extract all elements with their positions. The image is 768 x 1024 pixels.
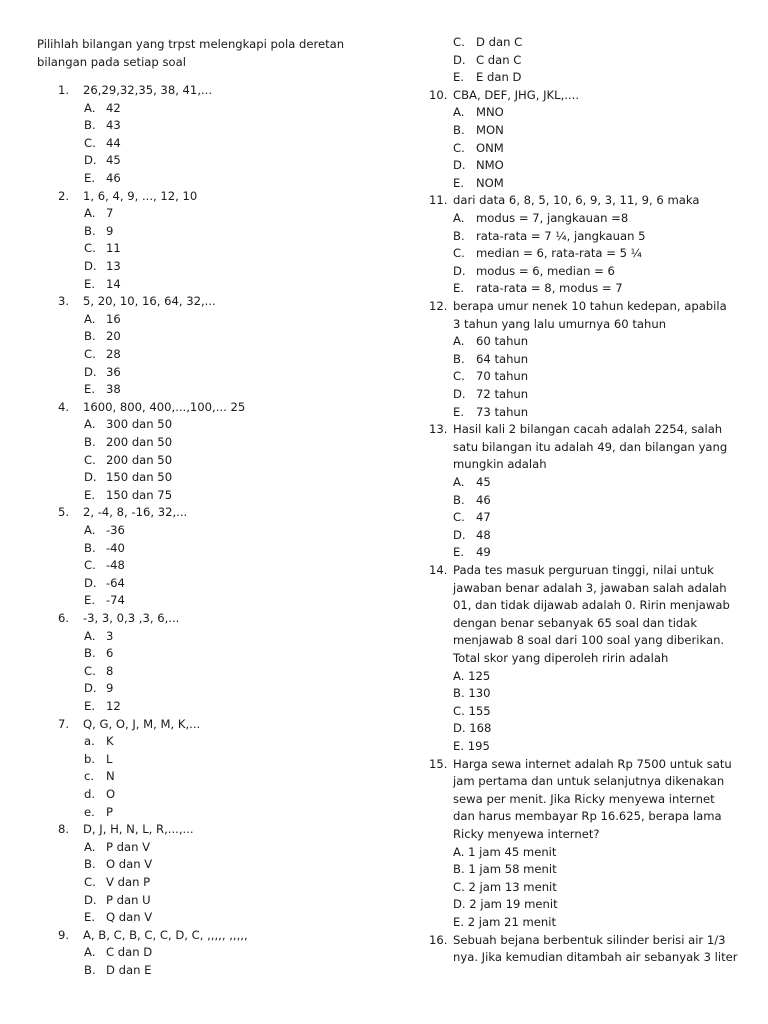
- option-text: 150 dan 75: [106, 487, 173, 502]
- option-text: modus = 6, median = 6: [476, 263, 615, 278]
- option-text: 3: [106, 628, 114, 643]
- option-text: B. 130: [453, 686, 491, 701]
- question-text: 1, 6, 4, 9, ..., 12, 10: [83, 188, 198, 203]
- option-letter: B.: [84, 118, 96, 133]
- option-text: 73 tahun: [476, 404, 529, 419]
- question-text: 5, 20, 10, 16, 64, 32,...: [83, 294, 216, 309]
- option-text: NOM: [476, 175, 504, 190]
- option-letter: A.: [453, 334, 465, 349]
- question-text: menjawab 8 soal dari 100 soal yang diberikan.: [453, 633, 725, 648]
- option-text: E dan D: [476, 70, 522, 85]
- question-text: dari data 6, 8, 5, 10, 6, 9, 3, 11, 9, 6 maka: [453, 193, 700, 208]
- option-text: P dan V: [106, 839, 151, 854]
- option-letter: A.: [453, 105, 465, 120]
- option-letter: D.: [84, 681, 97, 696]
- option-letter: C.: [453, 369, 465, 384]
- option-text: modus = 7, jangkauan =8: [476, 211, 629, 225]
- option-text: -40: [106, 540, 125, 555]
- option-letter: b.: [84, 751, 96, 766]
- option-text: 9: [106, 223, 114, 238]
- option-letter: B.: [84, 329, 96, 344]
- option-text: K: [106, 734, 114, 749]
- option-text: 14: [106, 276, 121, 291]
- option-text: C dan C: [476, 52, 522, 67]
- option-letter: E.: [84, 487, 96, 502]
- option-letter: C.: [84, 663, 96, 678]
- option-letter: E.: [84, 910, 96, 925]
- option-text: 47: [476, 510, 491, 525]
- option-letter: B.: [453, 351, 465, 366]
- question-text: jawaban benar adalah 3, jawaban salah adalah: [453, 580, 727, 595]
- option-letter: D.: [453, 387, 466, 401]
- option-text: 46: [106, 171, 121, 185]
- question-text: Q, G, O, J, M, M, K,...: [83, 716, 201, 731]
- option-letter: A.: [84, 311, 96, 326]
- question-number: 7.: [58, 716, 70, 731]
- option-letter: D.: [84, 259, 97, 273]
- option-letter: C.: [453, 246, 465, 261]
- option-text: 45: [476, 475, 491, 489]
- question-number: 6.: [58, 611, 70, 625]
- option-letter: B.: [84, 435, 96, 449]
- option-text: 64 tahun: [476, 351, 529, 366]
- question-text: Pada tes masuk perguruan tinggi, nilai untuk: [453, 563, 714, 577]
- option-text: 48: [476, 527, 491, 542]
- option-letter: B.: [453, 228, 465, 243]
- option-letter: E.: [84, 593, 96, 608]
- option-letter: A.: [84, 628, 96, 643]
- option-letter: A.: [453, 211, 465, 225]
- question-number: 5.: [58, 505, 70, 520]
- question-number: 4.: [58, 399, 70, 414]
- option-letter: A.: [84, 523, 96, 537]
- question-number: 8.: [58, 822, 70, 837]
- question-text: Hasil kali 2 bilangan cacah adalah 2254, salah: [453, 422, 723, 437]
- option-text: -64: [106, 575, 125, 590]
- option-letter: B.: [84, 540, 96, 555]
- option-text: P: [106, 804, 113, 819]
- option-letter: e.: [84, 804, 95, 819]
- option-letter: D.: [84, 470, 97, 485]
- instruction-line: Pilihlah bilangan yang trpst melengkapi pola deretan: [37, 37, 345, 51]
- option-text: C. 2 jam 13 menit: [453, 879, 557, 894]
- option-text: P dan U: [106, 892, 151, 907]
- option-letter: d.: [84, 787, 96, 801]
- option-text: 45: [106, 153, 121, 168]
- option-letter: E.: [453, 404, 465, 419]
- question-text: 2, -4, 8, -16, 32,...: [83, 505, 188, 520]
- option-letter: D.: [84, 892, 97, 907]
- option-letter: E.: [84, 276, 96, 291]
- option-text: 200 dan 50: [106, 452, 173, 467]
- question-number: 12.: [429, 299, 448, 313]
- option-letter: C.: [84, 241, 96, 256]
- option-letter: A.: [84, 100, 96, 115]
- option-text: B. 1 jam 58 menit: [453, 862, 557, 877]
- option-text: L: [106, 751, 113, 766]
- question-number: 10.: [429, 87, 448, 102]
- option-text: 38: [106, 382, 121, 397]
- option-letter: E.: [453, 545, 465, 560]
- question-number: 11.: [429, 193, 448, 208]
- option-text: MON: [476, 123, 504, 137]
- option-text: 150 dan 50: [106, 470, 173, 485]
- option-letter: A.: [84, 945, 96, 960]
- question-text: satu bilangan itu adalah 49, dan bilangan yang: [453, 439, 728, 454]
- option-text: 42: [106, 100, 121, 115]
- option-text: C dan D: [106, 945, 153, 960]
- option-text: V dan P: [106, 875, 151, 889]
- question-text: D, J, H, N, L, R,...,...: [83, 822, 194, 837]
- option-letter: C.: [453, 35, 465, 49]
- question-text: dengan benar sebanyak 65 soal dan tidak: [453, 615, 698, 630]
- option-text: 16: [106, 311, 121, 326]
- option-letter: B.: [84, 963, 96, 977]
- option-letter: D.: [84, 153, 97, 168]
- option-text: 8: [106, 663, 114, 678]
- option-letter: B.: [84, 646, 96, 661]
- option-text: O: [106, 787, 116, 801]
- question-text: dan harus membayar Rp 16.625, berapa lama: [453, 809, 722, 824]
- option-letter: D.: [84, 364, 97, 379]
- option-letter: E.: [453, 70, 465, 85]
- option-text: E. 2 jam 21 menit: [453, 915, 557, 929]
- question-text: Sebuah bejana berbentuk silinder berisi air 1/3: [453, 932, 726, 947]
- option-letter: C.: [84, 347, 96, 361]
- question-number: 2.: [58, 188, 70, 203]
- question-text: Ricky menyewa internet?: [453, 827, 600, 841]
- instruction-line: bilangan pada setiap soal: [37, 54, 186, 69]
- option-text: 9: [106, 681, 114, 696]
- option-letter: C.: [84, 452, 96, 467]
- option-text: 46: [476, 492, 491, 507]
- option-text: rata-rata = 8, modus = 7: [476, 281, 623, 296]
- option-text: median = 6, rata-rata = 5 ¼: [476, 246, 642, 261]
- question-text: jam pertama dan untuk selanjutnya dikenakan: [453, 774, 725, 789]
- option-letter: D.: [453, 158, 466, 173]
- option-letter: B.: [84, 223, 96, 238]
- option-text: -48: [106, 558, 125, 573]
- option-letter: B.: [453, 123, 465, 137]
- option-letter: C.: [453, 140, 465, 155]
- option-text: -74: [106, 593, 125, 608]
- question-number: 9.: [58, 927, 70, 942]
- option-text: 49: [476, 545, 491, 560]
- option-letter: C.: [84, 135, 96, 150]
- option-text: D. 2 jam 19 menit: [453, 897, 558, 912]
- question-number: 1.: [58, 83, 70, 97]
- option-text: N: [106, 769, 115, 784]
- option-letter: C.: [453, 510, 465, 525]
- option-text: 72 tahun: [476, 387, 529, 401]
- option-text: D dan C: [476, 35, 523, 49]
- option-text: 300 dan 50: [106, 417, 173, 432]
- question-number: 13.: [429, 422, 448, 437]
- option-text: O dan V: [106, 857, 153, 872]
- option-letter: D.: [453, 52, 466, 67]
- option-text: 20: [106, 329, 121, 344]
- option-letter: C.: [84, 558, 96, 573]
- option-text: C. 155: [453, 703, 491, 718]
- option-text: 7: [106, 206, 114, 221]
- question-number: 3.: [58, 294, 70, 309]
- option-text: 28: [106, 347, 121, 361]
- option-text: 13: [106, 259, 121, 273]
- option-text: D dan E: [106, 963, 152, 977]
- question-number: 16.: [429, 932, 448, 947]
- question-number: 14.: [429, 563, 448, 577]
- option-letter: C.: [84, 875, 96, 889]
- option-letter: a.: [84, 734, 95, 749]
- option-text: MNO: [476, 105, 504, 120]
- option-letter: A.: [84, 417, 96, 432]
- question-text: 1600, 800, 400,...,100,... 25: [83, 399, 246, 414]
- question-text: CBA, DEF, JHG, JKL,....: [453, 87, 580, 102]
- option-text: 60 tahun: [476, 334, 529, 349]
- question-text: 01, dan tidak dijawab adalah 0. Ririn menjawab: [453, 598, 730, 613]
- option-letter: A.: [84, 206, 96, 221]
- option-text: 36: [106, 364, 121, 379]
- option-text: NMO: [476, 158, 504, 173]
- question-text: Harga sewa internet adalah Rp 7500 untuk satu: [453, 756, 732, 771]
- instructions: [37, 36, 344, 71]
- option-text: 6: [106, 646, 114, 661]
- option-letter: E.: [84, 699, 96, 713]
- question-text: A, B, C, B, C, C, D, C, ,,,,, ,,,,,: [83, 927, 248, 942]
- question-text: sewa per menit. Jika Ricky menyewa internet: [453, 791, 715, 806]
- option-letter: D.: [453, 527, 466, 542]
- option-text: ONM: [476, 140, 504, 155]
- option-letter: B.: [84, 857, 96, 872]
- question-text: -3, 3, 0,3 ,3, 6,...: [83, 611, 180, 625]
- option-letter: E.: [84, 382, 96, 397]
- option-text: 200 dan 50: [106, 435, 173, 449]
- question-text: 3 tahun yang lalu umurnya 60 tahun: [453, 316, 667, 331]
- option-text: -36: [106, 523, 125, 537]
- question-text: Total skor yang diperoleh ririn adalah: [453, 651, 669, 665]
- option-text: 11: [106, 241, 121, 256]
- option-text: 44: [106, 135, 121, 150]
- option-text: rata-rata = 7 ¼, jangkauan 5: [476, 228, 646, 243]
- option-text: E. 195: [453, 739, 490, 753]
- question-number: 15.: [429, 756, 448, 771]
- option-text: A. 1 jam 45 menit: [453, 844, 557, 859]
- option-letter: E.: [453, 175, 465, 190]
- question-text: berapa umur nenek 10 tahun kedepan, apabila: [453, 299, 727, 313]
- option-letter: c.: [84, 769, 95, 784]
- question-text: nya. Jika kemudian ditambah air sebanyak 3 liter: [453, 950, 738, 965]
- option-text: 43: [106, 118, 121, 133]
- option-text: Q dan V: [106, 910, 153, 925]
- option-letter: E.: [453, 281, 465, 296]
- option-letter: D.: [453, 263, 466, 278]
- option-letter: B.: [453, 492, 465, 507]
- question-text: 26,29,32,35, 38, 41,...: [83, 83, 213, 97]
- option-letter: A.: [84, 839, 96, 854]
- option-text: D. 168: [453, 721, 492, 736]
- option-letter: E.: [84, 171, 96, 185]
- option-text: A. 125: [453, 668, 491, 683]
- option-letter: D.: [84, 575, 97, 590]
- option-text: 70 tahun: [476, 369, 529, 384]
- option-letter: A.: [453, 475, 465, 489]
- option-text: 12: [106, 699, 121, 713]
- question-text: mungkin adalah: [453, 457, 547, 472]
